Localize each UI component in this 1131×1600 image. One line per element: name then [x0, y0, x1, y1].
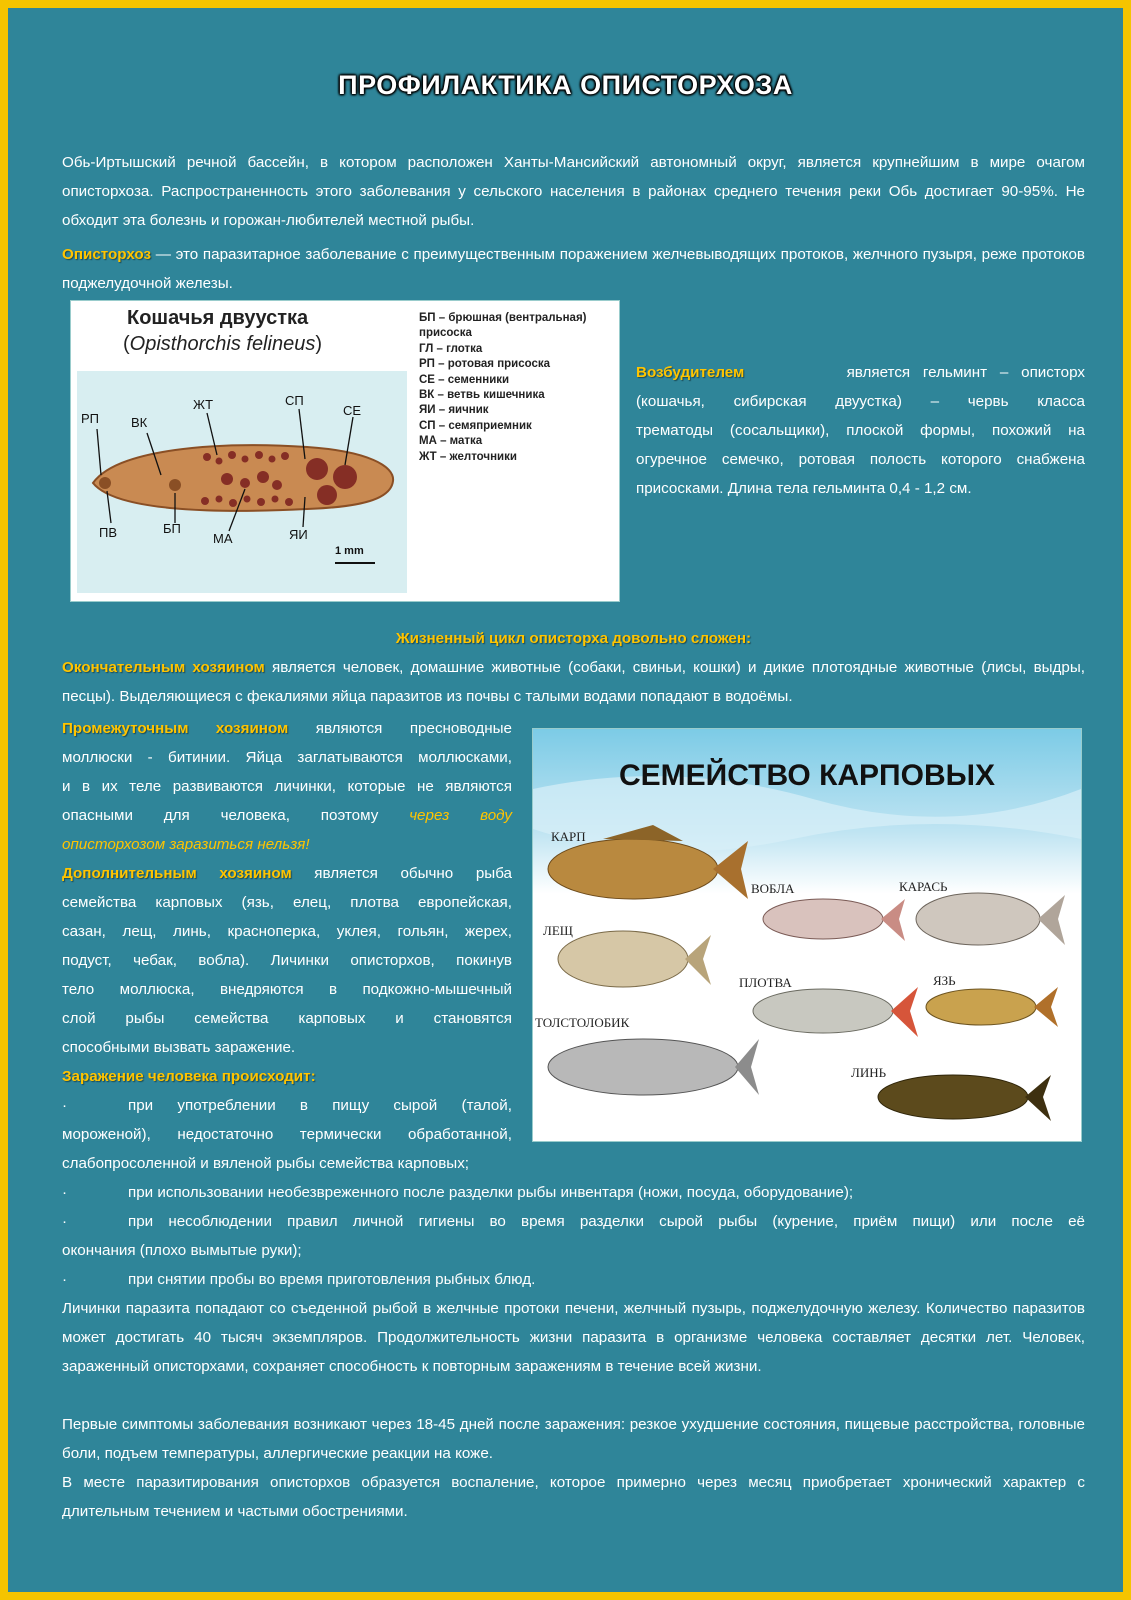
pathogen-line-4: огуречное семечко, ротовая полость которого снабжена [636, 451, 1085, 468]
legend-item: МА – матка [419, 435, 483, 448]
bullet-dot: · [62, 1213, 68, 1230]
intermediate-host-term: Промежуточным хозяином [62, 720, 289, 737]
fish-label-lesch: ЛЕЩ [543, 923, 573, 938]
subtitle-open: ( [123, 333, 130, 355]
bullet-4 [62, 1265, 1085, 1294]
label-bp: БП [163, 521, 181, 536]
intermediate-host-line-4 [62, 801, 512, 830]
bullet-1-line-1 [62, 1091, 512, 1120]
bullet-2-text: при использовании необезвреженного после разделки рыбы инвентаря (ножи, посуда, оборудование); [128, 1184, 854, 1201]
additional-host-line-7: способными вызвать заражение. [62, 1039, 296, 1056]
plotva-fish-icon [753, 987, 918, 1037]
intermediate-host-text-1: являются пресноводные [288, 720, 512, 737]
bullet-1-text-1: при употреблении в пищу сырой (талой, [128, 1097, 512, 1114]
definition-text: — это паразитарное заболевание с преимущественным поражением желчевыводящих протоков, желчного пузыря, реже протоков поджелудочной железы. [62, 246, 1085, 292]
carp-family-title: СЕМЕЙСТВО КАРПОВЫХ [619, 759, 995, 792]
scale-label: 1 mm [335, 545, 364, 557]
label-se: СЕ [343, 403, 362, 418]
additional-host-line-4: подуст, чебак, вобла). Личинки описторхов, покинув [62, 952, 512, 969]
additional-host-text-1: является обычно рыба [291, 865, 512, 882]
additional-host-line-3: сазан, лещ, линь, красноперка, уклея, гольян, жерех, [62, 923, 512, 940]
subtitle-latin: Opisthorchis felineus [129, 333, 316, 355]
pathogen-line-3: трематоды (сосальщики), плоской формы, похожий на [636, 422, 1085, 439]
infection-heading: Заражение человека происходит: [62, 1068, 316, 1085]
worm-micrograph [77, 371, 407, 593]
lesch-fish-icon [558, 931, 711, 987]
fish-label-karp: КАРП [551, 829, 586, 844]
lin-fish-icon [878, 1075, 1051, 1121]
larvae-paragraph: Личинки паразита попадают со съеденной рыбой в желчные протоки печени, желчный пузырь, поджелудочную железу. Количество паразитов может достигать 40 тысяч экземпляров. Продолжительность жизни паразита в организме человека составляет десятки лет. Человек, зараженный описторхами, сохраняет способность к повторным заражениям в течение всей жизни. [62, 1300, 1085, 1375]
bullet-1-line-2: мороженой), недостаточно термически обработанной, [62, 1126, 512, 1143]
legend-item: РП – ротовая присоска [419, 358, 551, 371]
inflammation-paragraph: В месте паразитирования описторхов образуется воспаление, которое примерно через месяц приобретает хронический характер с длительным течением и частыми обострениями. [62, 1474, 1085, 1520]
legend-item: ЖТ – желточники [419, 450, 517, 463]
worm-figure-title: Кошачья двуустка [127, 307, 309, 329]
label-zht: ЖТ [193, 397, 214, 412]
intro-paragraph: Обь-Иртышский речной бассейн, в котором расположен Ханты-Мансийский автономный округ, является крупнейшим в мире очагом описторхоза. Распространенность этого заболевания у сельского населения в районах среднего течения реки Обь достигает 90-95%. Не обходит эта болезнь и горожан-любителей местной рыбы. [62, 154, 1085, 229]
worm-figure-subtitle [123, 333, 322, 356]
worm-figure [70, 300, 620, 602]
worm-legend [419, 311, 587, 465]
vobla-fish-icon [763, 899, 905, 941]
fish-label-tolstolobik: ТОЛСТОЛОБИК [535, 1015, 630, 1030]
intermediate-host-line-1 [62, 714, 512, 743]
legend-item: СП – семяприемник [419, 419, 532, 432]
additional-host-line-6: слой рыбы семейства карповых и становятся [62, 1010, 512, 1027]
bullet-dot: · [62, 1097, 68, 1114]
intermediate-host-text-4a: опасными для человека, поэтому [62, 807, 410, 824]
label-pv: ПВ [99, 525, 118, 540]
symptoms-paragraph: Первые симптомы заболевания возникают через 18-45 дней после заражения: резкое ухудшение состояния, пищевые расстройства, головные боли, подъем температуры, аллергические реакции на коже. [62, 1416, 1085, 1462]
legend-item: БП – брюшная (вентральная) [419, 312, 587, 324]
label-ma: МА [213, 531, 233, 546]
intermediate-host-line-5: описторхозом заразиться нельзя! [62, 836, 310, 853]
pathogen-line-1 [636, 358, 1085, 387]
carp-family-figure [532, 728, 1082, 1142]
pathogen-line-5: присосками. Длина тела гельминта 0,4 - 1,2 см. [636, 480, 972, 497]
fish-label-plotva: ПЛОТВА [739, 975, 792, 990]
bullet-3-line-1 [62, 1207, 1085, 1236]
bullet-3-line-2: окончания (плохо вымытые руки); [62, 1242, 302, 1259]
bullet-dot: · [62, 1184, 68, 1201]
fish-label-vobla: ВОБЛА [751, 881, 795, 896]
bullet-2 [62, 1178, 1085, 1207]
intermediate-host-warning-start: через воду [409, 807, 512, 824]
legend-item: ГЛ – глотка [419, 342, 483, 355]
page-title: ПРОФИЛАКТИКА ОПИСТОРХОЗА [338, 70, 793, 100]
additional-host-line-1 [62, 859, 512, 888]
pathogen-text-1: является гельминт – описторх [846, 364, 1085, 381]
intermediate-host-line-2: моллюски - битинии. Яйца заглатываются моллюсками, [62, 749, 512, 766]
pathogen-term: Возбудителем [636, 364, 745, 381]
legend-item: ЯИ – яичник [419, 404, 489, 417]
pathogen-line-2: (кошачья, сибирская двуустка) – червь класса [636, 393, 1085, 410]
bullet-dot: · [62, 1271, 68, 1288]
bullet-3-text-1: при несоблюдении правил личной гигиены во время разделки сырой рыбы (курение, приём пищи) или после её [128, 1213, 1085, 1230]
yaz-fish-icon [926, 987, 1058, 1027]
label-yai: ЯИ [289, 527, 308, 542]
legend-item: СЕ – семенники [419, 373, 510, 386]
bullet-1-line-3: слабопросоленной и вяленой рыбы семейства карповых; [62, 1155, 470, 1172]
final-host-paragraph [62, 653, 1085, 711]
label-vk: ВК [131, 415, 148, 430]
tolstolobik-fish-icon [548, 1039, 759, 1095]
karas-fish-icon [916, 893, 1065, 945]
fish-label-karas: КАРАСЬ [899, 879, 948, 894]
additional-host-term: Дополнительным хозяином [62, 865, 292, 882]
label-sp: СП [285, 393, 304, 408]
legend-item: присоска [419, 327, 472, 340]
fish-label-yaz: ЯЗЬ [933, 973, 956, 988]
label-rp: РП [81, 411, 100, 426]
legend-item: ВК – ветвь кишечника [419, 389, 545, 402]
final-host-term: Окончательным хозяином [62, 659, 265, 676]
additional-host-line-2: семейства карповых (язь, елец, плотва европейская, [62, 894, 512, 911]
fish-label-lin: ЛИНЬ [851, 1065, 887, 1080]
definition-paragraph [62, 240, 1085, 298]
definition-term: Описторхоз [62, 246, 152, 263]
lifecycle-heading: Жизненный цикл описторха довольно сложен: [395, 630, 752, 647]
subtitle-close: ) [315, 333, 322, 355]
additional-host-line-5: тело моллюска, внедряются в подкожно-мышечный [62, 981, 512, 998]
final-host-text: является человек, домашние животные (собаки, свиньи, кошки) и дикие плотоядные животные (лисы, выдры, песцы). Выделяющиеся с фекалиями яйца паразитов из почвы с талыми водами попадают в водоёмы. [62, 659, 1085, 705]
bullet-4-text: при снятии пробы во время приготовления рыбных блюд. [128, 1271, 536, 1288]
intermediate-host-line-3: и в их теле развиваются личинки, которые не являются [62, 778, 512, 795]
